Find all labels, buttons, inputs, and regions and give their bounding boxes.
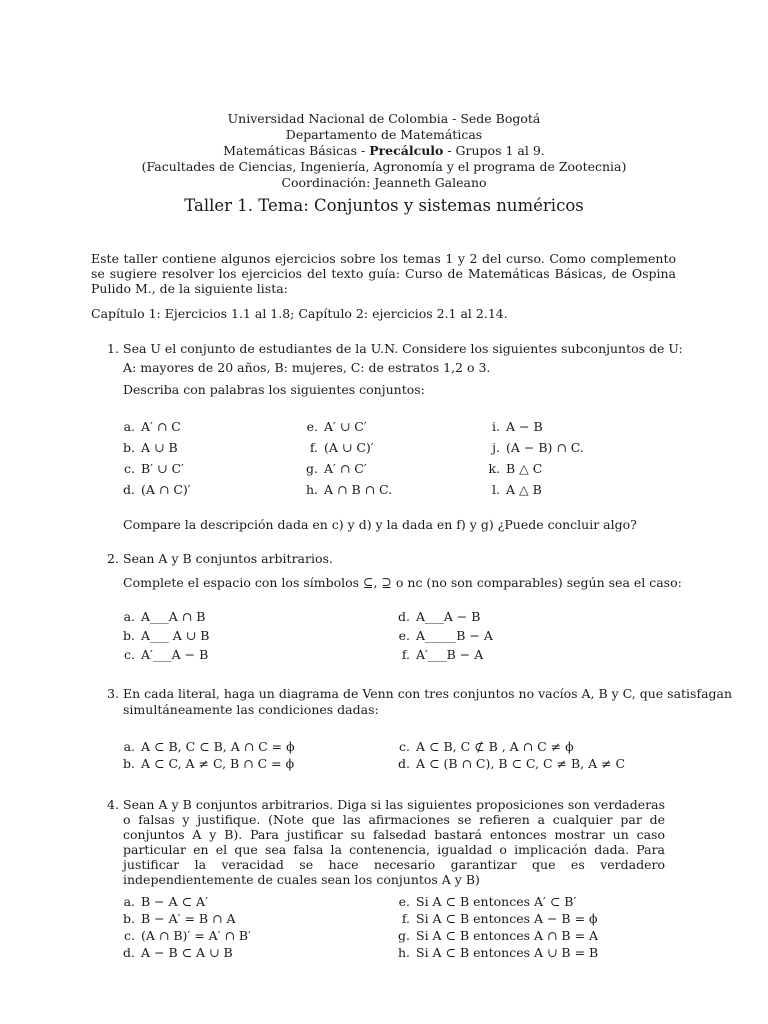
exercise-3-statement-2: simultáneamente las condiciones dadas: bbox=[123, 702, 379, 717]
enumerated-item bbox=[117, 461, 191, 482]
enumerated-item bbox=[117, 928, 251, 945]
enumerated-item bbox=[117, 945, 251, 962]
item-label: e. bbox=[398, 894, 410, 909]
exercise-1 bbox=[123, 341, 683, 398]
item-text: B − A ⊂ A′ bbox=[141, 894, 208, 909]
item-label: d. bbox=[398, 756, 410, 771]
exercise-3 bbox=[123, 686, 733, 718]
item-label: b. bbox=[123, 440, 135, 455]
course-line: Matemáticas Básicas - Precálculo - Grupos 1 al 9. bbox=[223, 143, 545, 158]
item-text: (A − B) ∩ C. bbox=[506, 440, 584, 455]
item-label: c. bbox=[124, 928, 135, 943]
exercise-4 bbox=[123, 797, 665, 887]
enumerated-item bbox=[482, 482, 584, 503]
item-text: (A ∩ B)′ = A′ ∩ B′ bbox=[141, 928, 251, 943]
item-label: h. bbox=[305, 482, 318, 497]
item-label: d. bbox=[123, 482, 135, 497]
item-label: a. bbox=[123, 894, 135, 909]
item-label: b. bbox=[123, 628, 135, 643]
enumerated-item bbox=[117, 911, 251, 928]
item-label: j. bbox=[492, 440, 500, 455]
item-label: b. bbox=[123, 756, 135, 771]
enumerated-item bbox=[392, 928, 598, 945]
item-label: a. bbox=[123, 739, 135, 754]
intro-section bbox=[91, 251, 676, 321]
enumerated-item bbox=[392, 609, 493, 628]
item-label: f. bbox=[309, 440, 318, 455]
enumerated-item bbox=[117, 482, 191, 503]
item-text: A_____B − A bbox=[416, 628, 493, 643]
intro-paragraph: Este taller contiene algunos ejercicios sobre los temas 1 y 2 del curso. Como complemento se sugiere resolver los ejercicios del texto guía: Curso de Matemáticas Básicas, de Ospina Pulido M., de la siguiente lista: bbox=[91, 251, 676, 296]
enumerated-item bbox=[117, 894, 251, 911]
exercise-4-col1 bbox=[117, 894, 251, 962]
item-text: B′ ∪ C′ bbox=[141, 461, 184, 476]
exercise-1-instruction: Describa con palabras los siguientes conjuntos: bbox=[123, 382, 425, 397]
exercise-1-compare: Compare la descripción dada en c) y d) y la dada en f) y g) ¿Puede concluir algo? bbox=[123, 517, 637, 532]
enumerated-item bbox=[392, 945, 598, 962]
document-header bbox=[0, 111, 768, 218]
enumerated-item bbox=[117, 609, 209, 628]
item-text: A′ ∩ C′ bbox=[324, 461, 367, 476]
item-label: l. bbox=[492, 482, 500, 497]
enumerated-item bbox=[392, 739, 625, 756]
exercise-1-number: 1. bbox=[107, 341, 119, 356]
item-text: Si A ⊂ B entonces A′ ⊂ B′ bbox=[416, 894, 577, 909]
exercise-4-number: 4. bbox=[107, 797, 119, 812]
item-label: c. bbox=[124, 647, 135, 662]
item-text: A___A ∩ B bbox=[141, 609, 206, 624]
item-label: k. bbox=[488, 461, 500, 476]
enumerated-item bbox=[392, 647, 493, 666]
item-label: e. bbox=[306, 419, 318, 434]
item-text: A △ B bbox=[506, 482, 542, 497]
exercise-3-col1 bbox=[117, 739, 295, 773]
enumerated-item bbox=[117, 739, 295, 756]
exercise-2-col1 bbox=[117, 609, 209, 666]
item-text: A ⊂ C, A ≠ C, B ∩ C = ϕ bbox=[141, 756, 295, 771]
exercise-3-number: 3. bbox=[107, 686, 119, 701]
item-text: A ⊂ B, C ⊂ B, A ∩ C = ϕ bbox=[141, 739, 295, 754]
item-label: g. bbox=[398, 928, 410, 943]
enumerated-item bbox=[482, 440, 584, 461]
item-text: A ⊂ B, C ⊄ B , A ∩ C ≠ ϕ bbox=[416, 739, 574, 754]
exercise-1-col2 bbox=[300, 419, 392, 503]
enumerated-item bbox=[392, 756, 625, 773]
item-text: A ∪ B bbox=[141, 440, 178, 455]
item-label: e. bbox=[398, 628, 410, 643]
item-label: c. bbox=[124, 461, 135, 476]
exercise-1-col1 bbox=[117, 419, 191, 503]
item-text: B − A′ = B ∩ A bbox=[141, 911, 236, 926]
coordination-line: Coordinación: Jeanneth Galeano bbox=[281, 175, 487, 190]
item-label: g. bbox=[306, 461, 318, 476]
university-name: Universidad Nacional de Colombia - Sede Bogotá bbox=[227, 111, 541, 126]
item-text: Si A ⊂ B entonces A ∪ B = B bbox=[416, 945, 599, 960]
item-text: A′ ∩ C bbox=[141, 419, 181, 434]
exercise-4-paragraph: Sean A y B conjuntos arbitrarios. Diga si las siguientes proposiciones son verdaderas o falsas y justifique. (Note que las afirmaciones se refieren a cualquier par de conjuntos A y B). Para justificar su falsedad bastará entonces mostrar un caso particular en el que sea falsa la contenencia, igualdad o implicación dada. Para justificar la veracidad se hace necesario garantizar que es verdadero independientemente de cuales sean los conjuntos A y B) bbox=[123, 797, 665, 887]
exercise-2-statement: Sean A y B conjuntos arbitrarios. bbox=[123, 551, 333, 566]
exercise-3-statement-1: En cada literal, haga un diagrama de Venn con tres conjuntos no vacíos A, B y C, que satisfagan bbox=[123, 686, 733, 701]
item-text: A′___A − B bbox=[141, 647, 209, 662]
enumerated-item bbox=[117, 756, 295, 773]
item-text: A − B bbox=[506, 419, 543, 434]
item-text: B △ C bbox=[506, 461, 543, 476]
enumerated-item bbox=[392, 911, 598, 928]
item-text: Si A ⊂ B entonces A − B = ϕ bbox=[416, 911, 598, 926]
exercise-1-statement: Sea U el conjunto de estudiantes de la U.N. Considere los siguientes subconjuntos de U: bbox=[123, 341, 683, 356]
enumerated-item bbox=[117, 440, 191, 461]
faculties-line: (Facultades de Ciencias, Ingeniería, Agronomía y el programa de Zootecnia) bbox=[141, 159, 627, 174]
item-label: d. bbox=[123, 945, 135, 960]
exercise-2-number: 2. bbox=[107, 551, 119, 566]
item-label: b. bbox=[123, 911, 135, 926]
item-label: h. bbox=[397, 945, 410, 960]
exercise-1-col3 bbox=[482, 419, 584, 503]
enumerated-item bbox=[482, 419, 584, 440]
item-text: A ⊂ (B ∩ C), B ⊂ C, C ≠ B, A ≠ C bbox=[416, 756, 626, 771]
exercise-3-col2 bbox=[392, 739, 625, 773]
exercise-4-col2 bbox=[392, 894, 598, 962]
enumerated-item bbox=[300, 482, 392, 503]
item-text: A − B ⊂ A ∪ B bbox=[141, 945, 233, 960]
exercise-2 bbox=[123, 551, 682, 591]
item-text: A′ ∪ C′ bbox=[324, 419, 367, 434]
item-text: A′___B − A bbox=[416, 647, 484, 662]
exercise-2-col2 bbox=[392, 609, 493, 666]
item-label: c. bbox=[399, 739, 410, 754]
document-title: Taller 1. Tema: Conjuntos y sistemas numéricos bbox=[184, 196, 584, 215]
item-text: A___ A ∪ B bbox=[141, 628, 210, 643]
exercise-1-subsets: A: mayores de 20 años, B: mujeres, C: de estratos 1,2 o 3. bbox=[123, 360, 491, 375]
item-text: A ∩ B ∩ C. bbox=[324, 482, 393, 497]
item-text: Si A ⊂ B entonces A ∩ B = A bbox=[416, 928, 599, 943]
item-label: d. bbox=[398, 609, 410, 624]
enumerated-item bbox=[482, 461, 584, 482]
enumerated-item bbox=[300, 419, 392, 440]
enumerated-item bbox=[392, 628, 493, 647]
enumerated-item bbox=[300, 461, 392, 482]
item-label: f. bbox=[401, 911, 410, 926]
enumerated-item bbox=[117, 628, 209, 647]
chapters-line: Capítulo 1: Ejercicios 1.1 al 1.8; Capítulo 2: ejercicios 2.1 al 2.14. bbox=[91, 306, 508, 321]
item-label: f. bbox=[401, 647, 410, 662]
enumerated-item bbox=[392, 894, 598, 911]
item-text: (A ∪ C)′ bbox=[324, 440, 374, 455]
department-name: Departamento de Matemáticas bbox=[285, 127, 483, 142]
enumerated-item bbox=[117, 419, 191, 440]
enumerated-item bbox=[300, 440, 392, 461]
item-text: A___A − B bbox=[416, 609, 481, 624]
item-label: a. bbox=[123, 419, 135, 434]
item-label: a. bbox=[123, 609, 135, 624]
enumerated-item bbox=[117, 647, 209, 666]
item-text: (A ∩ C)′ bbox=[141, 482, 191, 497]
exercise-2-instruction: Complete el espacio con los símbolos ⊆, ⊇ o nc (no son comparables) según sea el caso: bbox=[123, 575, 682, 590]
item-label: i. bbox=[492, 419, 500, 434]
